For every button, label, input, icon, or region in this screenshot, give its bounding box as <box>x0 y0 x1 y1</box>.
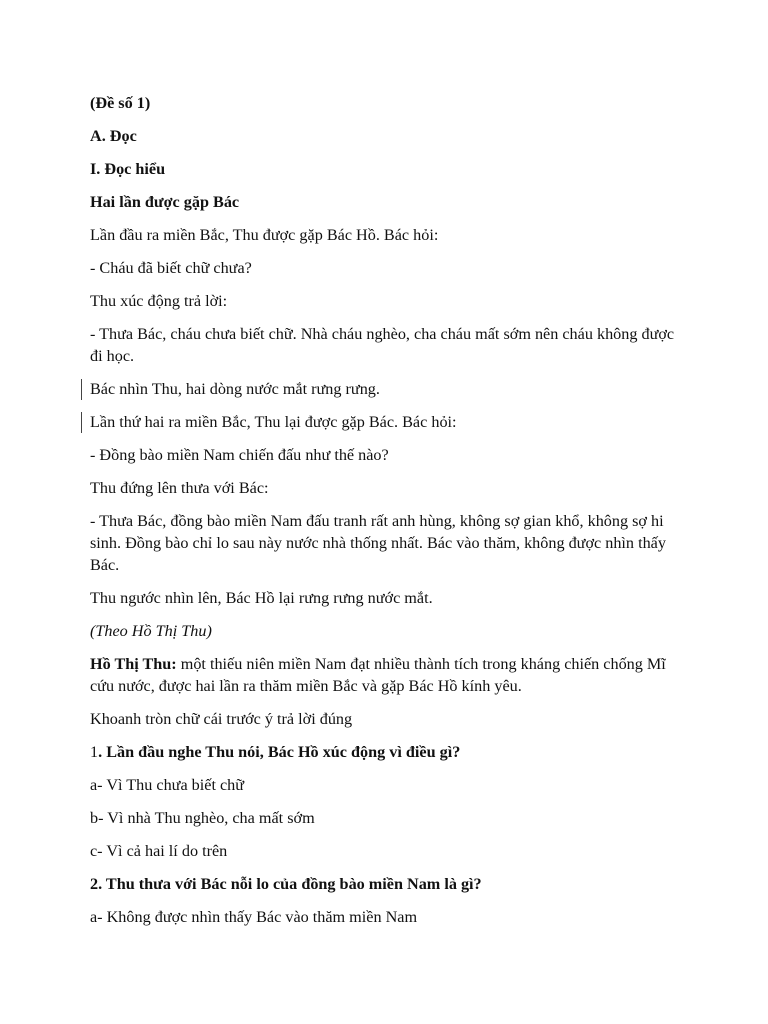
question-1-option-c: c- Vì cả hai lí do trên <box>90 842 228 860</box>
story-paragraph: Thu xúc động trả lời: <box>90 292 228 310</box>
question-1 <box>90 741 690 763</box>
story-title: Hai lần được gặp Bác <box>90 193 240 211</box>
story-paragraph: - Cháu đã biết chữ chưa? <box>90 259 252 277</box>
author-note-text: một thiếu niên miền Nam đạt nhiều thành tích trong kháng chiến chống Mĩ cứu nước, được hai lần ra thăm miền Bắc và gặp Bác Hồ kính yêu. <box>90 655 666 695</box>
story-paragraph: - Đồng bào miền Nam chiến đấu như thế nào? <box>90 446 389 464</box>
story-paragraph: Thu ngước nhìn lên, Bác Hồ lại rưng rưng nước mắt. <box>90 589 433 607</box>
question-2-option-a: a- Không được nhìn thấy Bác vào thăm miền Nam <box>90 908 418 926</box>
section-reading: A. Đọc <box>90 127 137 145</box>
question-1-option-a: a- Vì Thu chưa biết chữ <box>90 776 245 794</box>
story-paragraph: Thu đứng lên thưa với Bác: <box>90 479 269 497</box>
document-page <box>90 92 690 939</box>
question-1-text: . Lần đầu nghe Thu nói, Bác Hồ xúc động vì điều gì? <box>98 743 461 761</box>
story-paragraph: Lần đầu ra miền Bắc, Thu được gặp Bác Hồ. Bác hỏi: <box>90 226 439 244</box>
story-paragraph: Lần thứ hai ra miền Bắc, Thu lại được gặp Bác. Bác hỏi: <box>90 411 690 433</box>
instruction: Khoanh tròn chữ cái trước ý trả lời đúng <box>90 710 353 728</box>
exam-number: (Đề số 1) <box>90 94 151 112</box>
author-note <box>90 653 690 697</box>
question-2: 2. Thu thưa với Bác nỗi lo của đồng bào miền Nam là gì? <box>90 875 482 893</box>
story-paragraph: Bác nhìn Thu, hai dòng nước mắt rưng rưng. <box>90 378 690 400</box>
question-1-option-b: b- Vì nhà Thu nghèo, cha mất sớm <box>90 809 315 827</box>
story-paragraph: - Thưa Bác, đồng bào miền Nam đấu tranh rất anh hùng, không sợ gian khổ, không sợ hi sinh. Đồng bào chỉ lo sau này nước nhà thống nhất. Bác vào thăm, không được nhìn thấy Bác. <box>90 512 666 574</box>
question-1-number: 1 <box>90 743 99 761</box>
story-source: (Theo Hồ Thị Thu) <box>90 622 212 640</box>
section-comprehension: I. Đọc hiểu <box>90 160 166 178</box>
author-note-label: Hồ Thị Thu: <box>90 655 177 673</box>
story-paragraph: - Thưa Bác, cháu chưa biết chữ. Nhà cháu nghèo, cha cháu mất sớm nên cháu không được đi học. <box>90 325 675 365</box>
